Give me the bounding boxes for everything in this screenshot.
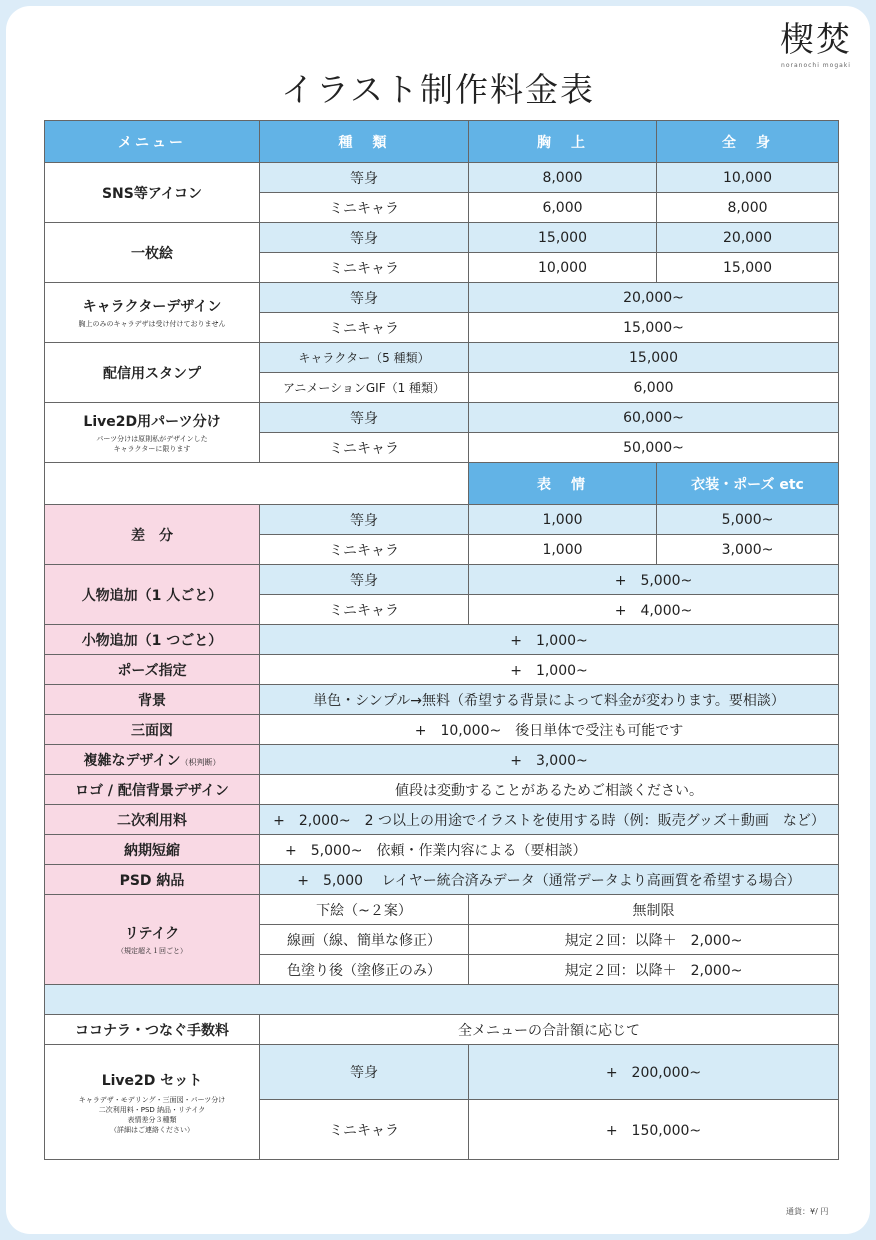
cell-value: + 5,000 レイヤー統合済みデータ（通常データより高画質を希望する場合） <box>260 865 839 895</box>
cell-type: 等身 <box>260 505 469 535</box>
table-row <box>45 715 839 745</box>
menu-note: （詳細はご連絡ください） <box>110 1125 194 1134</box>
cell-price: 5,000~ <box>657 505 839 535</box>
cell-type: 等身 <box>260 565 469 595</box>
table-row <box>45 1045 839 1100</box>
table-row <box>45 895 839 925</box>
menu-label: キャラクターデザイン <box>82 299 222 315</box>
cell-price: 50,000~ <box>469 433 839 463</box>
cell-price: 8,000 <box>469 163 657 193</box>
cell-type: 等身 <box>260 283 469 313</box>
spacer-cell <box>45 985 839 1015</box>
menu-note: 胸上のみのキャラデザは受け付けておりません <box>78 320 226 328</box>
cell-price: 6,000 <box>469 373 839 403</box>
header-costume: 衣装・ポーズ etc <box>657 463 839 505</box>
menu-label: Live2D用パーツ分け <box>83 414 221 430</box>
header-row <box>45 121 839 163</box>
header-full: 全 身 <box>657 121 839 163</box>
cell-stage: 線画（線、簡単な修正） <box>260 925 469 955</box>
cell-type: 等身 <box>260 1045 469 1100</box>
cell-value: + 5,000~ 依頼・作業内容による（要相談） <box>260 835 839 865</box>
cell-price: 15,000 <box>657 253 839 283</box>
menu-note: 表情差分３種類 <box>127 1115 177 1124</box>
table-row <box>45 805 839 835</box>
menu-note: キャラクターに限ります <box>113 445 191 453</box>
menu-live2d-parts <box>45 403 260 463</box>
menu-live2d-set <box>45 1045 260 1160</box>
cell-type: キャラクター（5 種類） <box>260 343 469 373</box>
menu-item <box>45 745 260 775</box>
table-row <box>45 343 839 373</box>
cell-price: 10,000 <box>657 163 839 193</box>
cell-type: 等身 <box>260 223 469 253</box>
table-row <box>45 775 839 805</box>
table-row <box>45 223 839 253</box>
cell-price: 20,000~ <box>469 283 839 313</box>
cell-type: ミニキャラ <box>260 433 469 463</box>
cell-value: + 1,000~ <box>260 655 839 685</box>
cell-value: + 1,000~ <box>260 625 839 655</box>
logo-subtitle: noranochi mogaki <box>781 62 851 69</box>
cell-price: 1,000 <box>469 535 657 565</box>
cell-price: 10,000 <box>469 253 657 283</box>
cell-type: アニメーションGIF（1 種類） <box>260 373 469 403</box>
cell-stage: 色塗り後（塗修正のみ） <box>260 955 469 985</box>
cell-price: 6,000 <box>469 193 657 223</box>
menu-item: 小物追加（1 つごと） <box>45 625 260 655</box>
cell-type: ミニキャラ <box>260 595 469 625</box>
table-row <box>45 565 839 595</box>
menu-coconala: ココナラ・つなぐ手数料 <box>45 1015 260 1045</box>
menu-label: 複雑なデザイン <box>83 752 181 769</box>
cell-type: 等身 <box>260 163 469 193</box>
menu-sns: SNS等アイコン <box>45 163 260 223</box>
menu-item: 三面図 <box>45 715 260 745</box>
table-row <box>45 505 839 535</box>
cell-price: + 5,000~ <box>469 565 839 595</box>
menu-item: 納期短縮 <box>45 835 260 865</box>
cell-price: + 4,000~ <box>469 595 839 625</box>
menu-item: PSD 納品 <box>45 865 260 895</box>
cell-price: 規定２回：以降＋ 2,000~ <box>469 925 839 955</box>
header-type: 種 類 <box>260 121 469 163</box>
cell-price: 無制限 <box>469 895 839 925</box>
table-row <box>45 1015 839 1045</box>
cell-price: 1,000 <box>469 505 657 535</box>
cell-type: 等身 <box>260 403 469 433</box>
menu-person-add: 人物追加（1 人ごと） <box>45 565 260 625</box>
menu-item: 背景 <box>45 685 260 715</box>
table-row <box>45 163 839 193</box>
cell-value: + 10,000~ 後日単体で受注も可能です <box>260 715 839 745</box>
menu-stamp: 配信用スタンプ <box>45 343 260 403</box>
header-bust: 胸 上 <box>469 121 657 163</box>
menu-retake <box>45 895 260 985</box>
cell-value: 値段は変動することがあるためご相談ください。 <box>260 775 839 805</box>
cell-type: ミニキャラ <box>260 535 469 565</box>
table-row <box>45 283 839 313</box>
menu-note: パーツ分けは原則私がデザインした <box>96 435 208 443</box>
cell-price: 20,000 <box>657 223 839 253</box>
cell-price: + 200,000~ <box>469 1045 839 1100</box>
table-row <box>45 835 839 865</box>
cell-price: 8,000 <box>657 193 839 223</box>
header-expression: 表 情 <box>469 463 657 505</box>
cell-value: + 3,000~ <box>260 745 839 775</box>
cell-price: 3,000~ <box>657 535 839 565</box>
menu-note: （枳判断） <box>180 757 221 767</box>
table-row <box>45 745 839 775</box>
table-row <box>45 685 839 715</box>
blank-cell <box>45 463 469 505</box>
cell-stage: 下絵（~２案） <box>260 895 469 925</box>
cell-type: ミニキャラ <box>260 253 469 283</box>
cell-value: 全メニューの合計額に応じて <box>260 1015 839 1045</box>
menu-note: キャラデザ・モデリング・三面図・パーツ分け <box>78 1095 226 1104</box>
header-menu: メニュー <box>45 121 260 163</box>
menu-label: リテイク <box>124 926 180 942</box>
currency-note: 通貨：¥/ 円 <box>786 1207 829 1216</box>
menu-item: ポーズ指定 <box>45 655 260 685</box>
menu-item: 二次利用料 <box>45 805 260 835</box>
table-row <box>45 655 839 685</box>
cell-price: 15,000 <box>469 223 657 253</box>
menu-note: （規定超え１回ごと） <box>117 947 187 955</box>
menu-label: Live2D セット <box>101 1072 203 1089</box>
cell-price: 60,000~ <box>469 403 839 433</box>
menu-sabun: 差 分 <box>45 505 260 565</box>
menu-chara-design <box>45 283 260 343</box>
menu-ichimai: 一枚絵 <box>45 223 260 283</box>
table-row <box>45 865 839 895</box>
cell-price: 15,000~ <box>469 313 839 343</box>
menu-note: 二次利用料・PSD 納品・リテイク <box>98 1105 206 1114</box>
spacer-row <box>45 985 839 1015</box>
cell-value: + 2,000~ 2 つ以上の用途でイラストを使用する時（例：販売グッズ＋動画 など） <box>260 805 839 835</box>
price-table <box>44 120 839 1160</box>
menu-item: ロゴ / 配信背景デザイン <box>45 775 260 805</box>
table-row <box>45 403 839 433</box>
cell-price: + 150,000~ <box>469 1100 839 1160</box>
cell-price: 15,000 <box>469 343 839 373</box>
page-title: イラスト制作料金表 <box>280 70 595 109</box>
logo-mark: 楔焚 <box>780 20 852 60</box>
table-row <box>45 625 839 655</box>
cell-type: ミニキャラ <box>260 1100 469 1160</box>
cell-type: ミニキャラ <box>260 193 469 223</box>
price-sheet <box>6 6 870 1234</box>
cell-value: 単色・シンプル→無料（希望する背景によって料金が変わります。要相談） <box>260 685 839 715</box>
header-row <box>45 463 839 505</box>
cell-type: ミニキャラ <box>260 313 469 343</box>
cell-price: 規定２回：以降＋ 2,000~ <box>469 955 839 985</box>
